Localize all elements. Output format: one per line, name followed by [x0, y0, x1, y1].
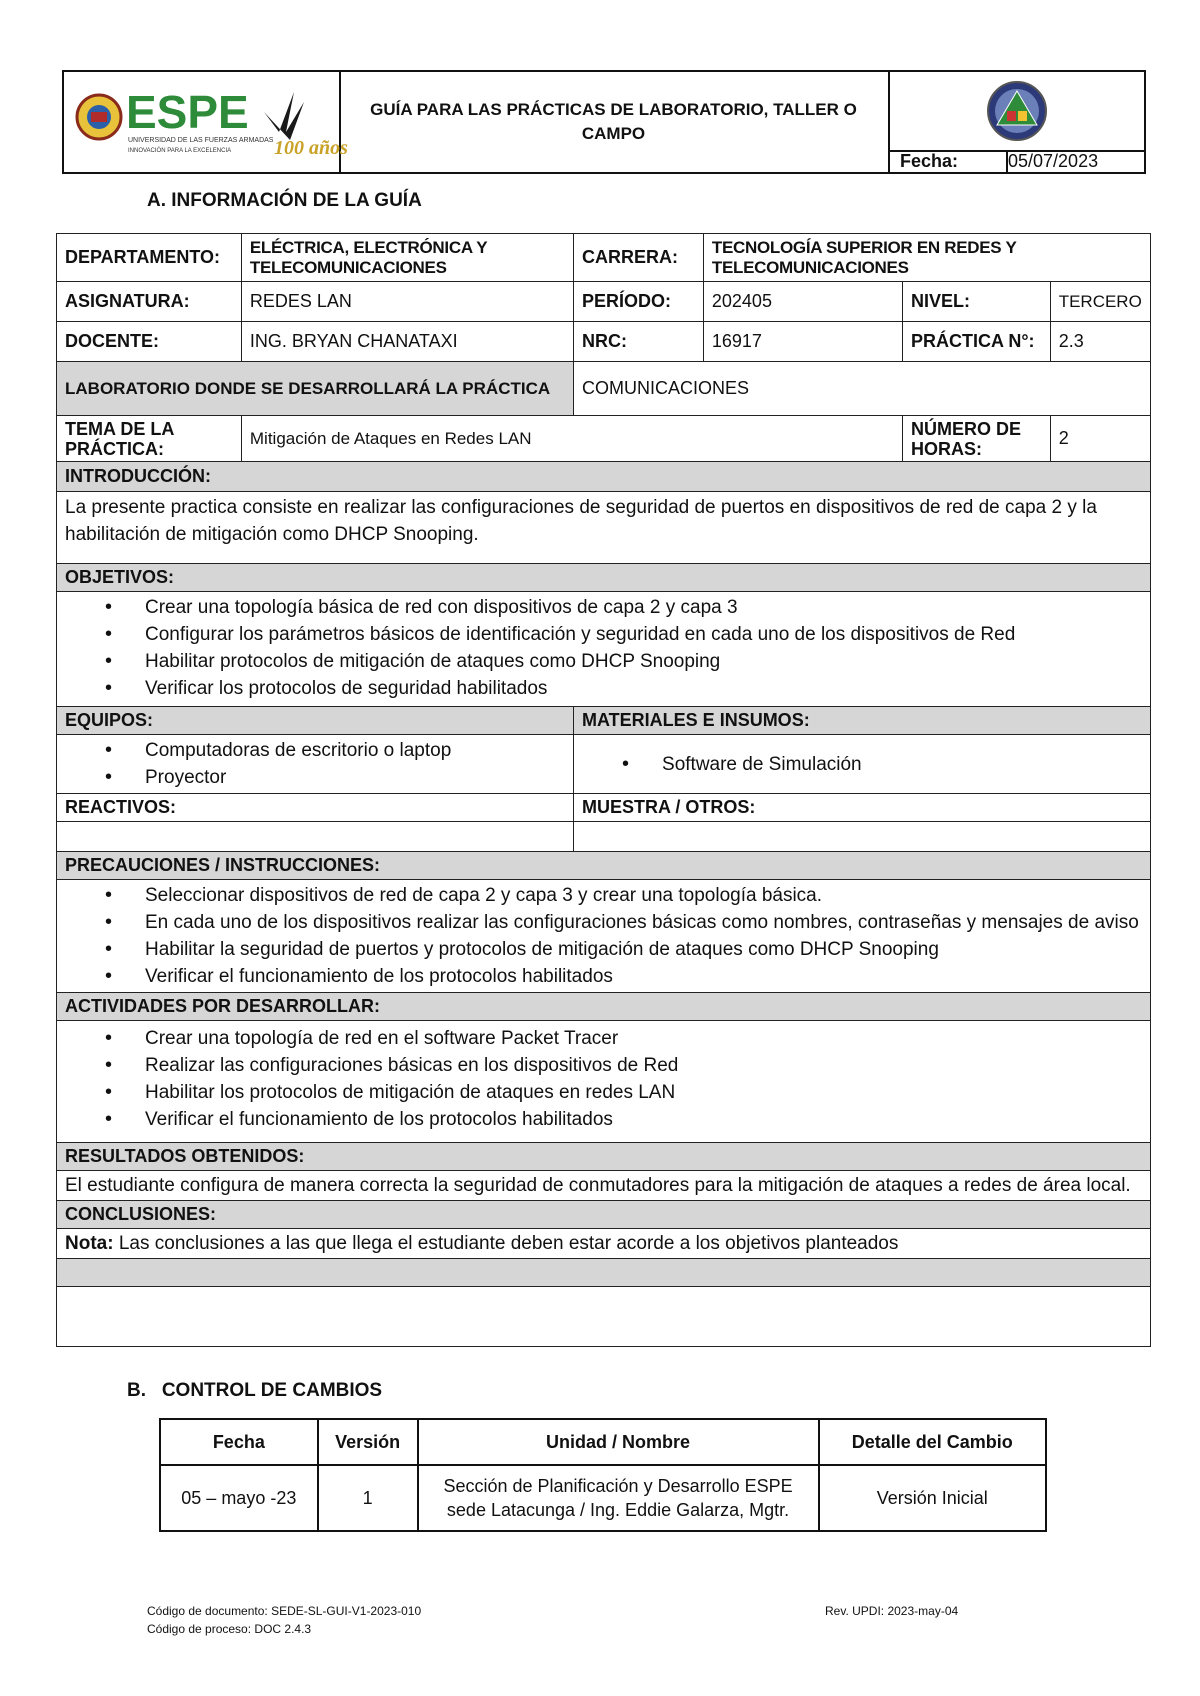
logo-tagline: INNOVACIÓN PARA LA EXCELENCIA — [128, 148, 232, 154]
row-introduccion-label — [57, 462, 1151, 492]
list-item: • En cada uno de los dispositivos realizar las configuraciones básicas como nombres, contraseñas y mensajes de aviso — [145, 909, 1142, 936]
row-blank-gray — [57, 1259, 1151, 1287]
departamento-value: ELÉCTRICA, ELECTRÓNICA Y TELECOMUNICACIONES — [241, 234, 573, 282]
list-item: • Verificar los protocolos de seguridad habilitados — [145, 675, 1142, 702]
date-label: Fecha: — [890, 150, 1008, 172]
reactivos-label: REACTIVOS: — [57, 794, 574, 822]
header-detalle: Detalle del Cambio — [819, 1419, 1047, 1465]
laboratorio-value: COMUNICACIONES — [574, 362, 1151, 416]
asignatura-label: ASIGNATURA: — [57, 282, 242, 322]
row-docente — [57, 322, 1151, 362]
row-conclusiones-label — [57, 1201, 1151, 1229]
reactivos-value — [57, 822, 574, 852]
row-reactivos-label — [57, 794, 1151, 822]
table-header-row — [160, 1419, 1046, 1465]
row-asignatura — [57, 282, 1151, 322]
actividades-label: ACTIVIDADES POR DESARROLLAR: — [57, 993, 1151, 1021]
muestra-label: MUESTRA / OTROS: — [574, 794, 1151, 822]
section-a-title: A. INFORMACIÓN DE LA GUÍA — [147, 190, 422, 211]
nivel-label: NIVEL: — [902, 282, 1050, 322]
docente-label: DOCENTE: — [57, 322, 242, 362]
logo-anniversary: 100 años — [274, 137, 348, 159]
row-actividades-label — [57, 993, 1151, 1021]
blank-gray-band — [57, 1259, 1151, 1287]
materiales-label: MATERIALES E INSUMOS: — [574, 707, 1151, 735]
row-precauciones-label — [57, 852, 1151, 880]
footer-doc-code: Código de documento: SEDE-SL-GUI-V1-2023-010 — [147, 1604, 422, 1618]
conclusiones-note: Las conclusiones a las que llega el estudiante deben estar acorde a los objetivos planteados — [113, 1232, 899, 1254]
cell-version: 1 — [318, 1465, 418, 1531]
precauciones-list — [65, 882, 1142, 990]
logo-text: ESPE — [126, 86, 249, 138]
objetivos-label: OBJETIVOS: — [57, 564, 1151, 592]
list-item: • Habilitar protocolos de mitigación de ataques como DHCP Snooping — [145, 648, 1142, 675]
document-header — [62, 70, 1146, 174]
list-item: • Proyector — [145, 764, 565, 791]
resultados-label: RESULTADOS OBTENIDOS: — [57, 1143, 1151, 1171]
nivel-value: TERCERO — [1050, 282, 1150, 322]
document-title-text: GUÍA PARA LAS PRÁCTICAS DE LABORATORIO, TALLER O CAMPO — [370, 100, 857, 143]
list-item: • Seleccionar dispositivos de red de capa 2 y capa 3 y crear una topología básica. — [145, 882, 1142, 909]
row-laboratorio — [57, 362, 1151, 416]
footer-revision: Rev. UPDI: 2023-may-04 — [825, 1604, 959, 1618]
espe-logo — [64, 72, 348, 170]
row-tema — [57, 416, 1151, 462]
conclusiones-label: CONCLUSIONES: — [57, 1201, 1151, 1229]
change-control-table — [159, 1418, 1047, 1532]
document-title — [339, 72, 890, 172]
resultados-text: El estudiante configura de manera correcta la seguridad de conmutadores para la mitigación de ataques a redes de área local. — [57, 1171, 1151, 1201]
logo-cell — [64, 72, 348, 172]
nota-label: Nota: — [65, 1232, 114, 1254]
row-conclusiones-text — [57, 1229, 1151, 1259]
departamento-label: DEPARTAMENTO: — [57, 234, 242, 282]
row-departamento — [57, 234, 1151, 282]
row-equipos-label — [57, 707, 1151, 735]
date-value: 05/07/2023 — [1008, 151, 1099, 171]
practica-value: 2.3 — [1050, 322, 1150, 362]
practica-label: PRÁCTICA N°: — [902, 322, 1050, 362]
list-item: • Verificar el funcionamiento de los protocolos habilitados — [145, 1106, 1142, 1133]
list-item: • Realizar las configuraciones básicas en los dispositivos de Red — [145, 1052, 1142, 1079]
blank-cell — [57, 1287, 1151, 1347]
conclusiones-text — [57, 1229, 1151, 1259]
periodo-label: PERÍODO: — [574, 282, 704, 322]
cell-detalle: Versión Inicial — [819, 1465, 1047, 1531]
introduccion-text: La presente practica consiste en realizar las configuraciones de seguridad de puertos en dispositivos de red de capa 2 y la habilitación de mitigación como DHCP Snooping. — [57, 492, 1151, 564]
row-objetivos-label — [57, 564, 1151, 592]
logo-subtitle: UNIVERSIDAD DE LAS FUERZAS ARMADAS — [128, 137, 274, 144]
horas-label: NÚMERO DE HORAS: — [902, 416, 1050, 462]
periodo-value: 202405 — [703, 282, 902, 322]
row-actividades-list — [57, 1021, 1151, 1143]
header-fecha: Fecha — [160, 1419, 318, 1465]
guide-info-table — [56, 233, 1151, 1347]
asignatura-value: REDES LAN — [241, 282, 573, 322]
table-row — [160, 1465, 1046, 1531]
tema-value: Mitigación de Ataques en Redes LAN — [241, 416, 902, 462]
list-item: • Verificar el funcionamiento de los protocolos habilitados — [145, 963, 1142, 990]
list-item: • Crear una topología de red en el software Packet Tracer — [145, 1025, 1142, 1052]
list-item: • Software de Simulación — [662, 751, 1142, 778]
muestra-value — [574, 822, 1151, 852]
row-reactivos-empty — [57, 822, 1151, 852]
cell-fecha: 05 – mayo -23 — [160, 1465, 318, 1531]
introduccion-label: INTRODUCCIÓN: — [57, 462, 1151, 492]
seal-cell — [890, 72, 1144, 152]
nrc-label: NRC: — [574, 322, 704, 362]
precauciones-label: PRECAUCIONES / INSTRUCCIONES: — [57, 852, 1151, 880]
list-item: • Habilitar los protocolos de mitigación de ataques en redes LAN — [145, 1079, 1142, 1106]
list-item: • Crear una topología básica de red con dispositivos de capa 2 y capa 3 — [145, 594, 1142, 621]
section-b-title: B. CONTROL DE CAMBIOS — [127, 1380, 383, 1401]
row-precauciones-list — [57, 880, 1151, 993]
materiales-list — [582, 751, 1142, 778]
row-resultados-label — [57, 1143, 1151, 1171]
footer-process-code: Código de proceso: DOC 2.4.3 — [147, 1622, 312, 1636]
equipos-list — [65, 737, 565, 791]
list-item: • Configurar los parámetros básicos de identificación y seguridad en cada uno de los dispositivos de Red — [145, 621, 1142, 648]
institution-seal-icon — [985, 79, 1049, 143]
row-introduccion-text — [57, 492, 1151, 564]
actividades-list — [65, 1025, 1142, 1133]
nrc-value: 16917 — [703, 322, 902, 362]
row-resultados-text — [57, 1171, 1151, 1201]
row-objetivos-list — [57, 592, 1151, 707]
objetivos-list — [65, 594, 1142, 702]
header-version: Versión — [318, 1419, 418, 1465]
row-blank — [57, 1287, 1151, 1347]
horas-value: 2 — [1050, 416, 1150, 462]
header-unidad: Unidad / Nombre — [418, 1419, 819, 1465]
carrera-value: TECNOLOGÍA SUPERIOR EN REDES Y TELECOMUNICACIONES — [703, 234, 1150, 282]
row-equipos-list — [57, 735, 1151, 794]
carrera-label: CARRERA: — [574, 234, 704, 282]
laboratorio-label: LABORATORIO DONDE SE DESARROLLARÁ LA PRÁCTICA — [57, 362, 574, 416]
equipos-label: EQUIPOS: — [57, 707, 574, 735]
tema-label: TEMA DE LA PRÁCTICA: — [57, 416, 242, 462]
docente-value: ING. BRYAN CHANATAXI — [241, 322, 573, 362]
cell-unidad: Sección de Planificación y Desarrollo ESPE sede Latacunga / Ing. Eddie Galarza, Mgtr. — [418, 1465, 819, 1531]
list-item: • Computadoras de escritorio o laptop — [145, 737, 565, 764]
list-item: • Habilitar la seguridad de puertos y protocolos de mitigación de ataques como DHCP Snooping — [145, 936, 1142, 963]
